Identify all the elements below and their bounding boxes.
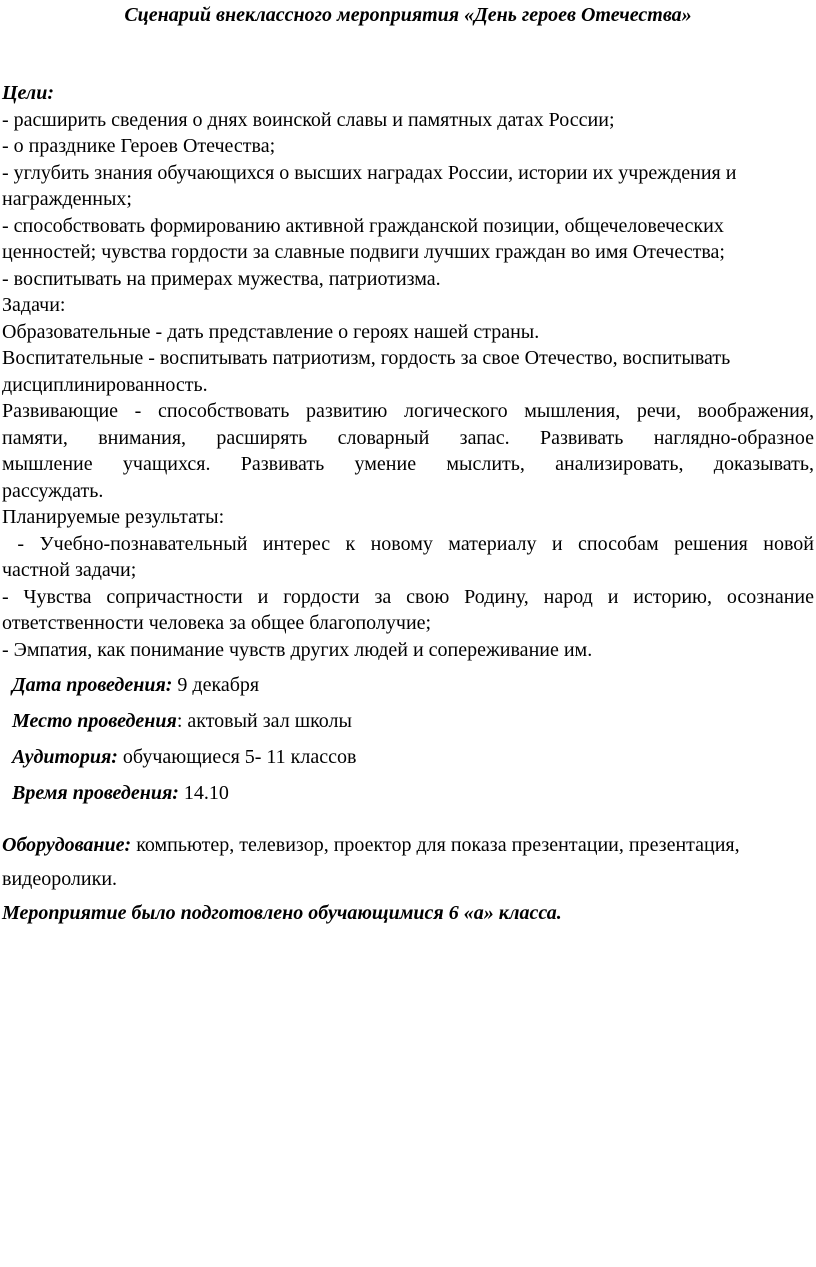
equipment-section — [2, 828, 814, 896]
equipment-line — [2, 828, 814, 862]
result-line: частной задачи; — [2, 559, 137, 581]
time-row — [12, 780, 802, 816]
result-line: - Эмпатия, как понимание чувств других людей и сопереживание им. — [2, 638, 593, 661]
goals-section — [2, 80, 814, 663]
time-label: Время проведения: — [12, 782, 179, 804]
task-line: Воспитательные - воспитывать патриотизм, гордость за свое Отечество, воспитывать — [2, 347, 731, 369]
task-line: дисциплинированность. — [2, 373, 208, 396]
tasks-heading: Задачи: — [2, 294, 66, 316]
goal-item: - воспитывать на примерах мужества, патриотизма. — [2, 267, 441, 290]
equipment-line-2: видеоролики. — [2, 868, 118, 890]
result-line: - Учебно-познавательный интерес к новому материалу и способам решения новой — [2, 532, 814, 555]
task-line: рассуждать. — [2, 479, 104, 502]
goal-item: - углубить знания обучающихся о высших наградах России, истории их учреждения и — [2, 161, 737, 184]
audience-value: обучающиеся 5- 11 классов — [117, 746, 357, 768]
event-details — [12, 672, 802, 816]
place-value: : актовый зал школы — [176, 710, 352, 732]
date-value: 9 декабря — [172, 674, 260, 696]
audience-row — [12, 744, 802, 780]
task-line: памяти, внимания, расширять словарный запас. Развивать наглядно-образное — [2, 426, 814, 449]
equipment-label: Оборудование: — [2, 834, 132, 856]
prepared-by: Мероприятие было подготовлено обучающимися 6 «а» класса. — [2, 902, 562, 924]
date-label: Дата проведения: — [12, 674, 173, 696]
goal-item: - способствовать формированию активной гражданской позиции, общечеловеческих — [2, 214, 724, 237]
task-line: мышление учащихся. Развивать умение мыслить, анализировать, доказывать, — [2, 453, 814, 475]
goal-item: ценностей; чувства гордости за славные подвиги лучших граждан во имя Отечества; — [2, 241, 725, 263]
result-line: ответственности человека за общее благополучие; — [2, 612, 432, 634]
task-line: Образовательные - дать представление о героях нашей страны. — [2, 320, 540, 343]
results-heading: Планируемые результаты: — [2, 506, 225, 528]
equipment-value: компьютер, телевизор, проектор для показа презентации, презентация, — [131, 834, 740, 856]
time-value: 14.10 — [178, 782, 229, 804]
goals-heading: Цели: — [2, 82, 54, 104]
document-title: Сценарий внеклассного мероприятия «День героев Отечества» — [124, 4, 692, 26]
result-line: - Чувства сопричастности и гордости за свою Родину, народ и историю, осознание — [2, 585, 814, 608]
goal-item: награжденных; — [2, 188, 132, 210]
date-row — [12, 672, 802, 708]
task-line: Развивающие - способствовать развитию логического мышления, речи, воображения, — [2, 400, 814, 422]
place-label: Место проведения — [12, 710, 177, 732]
audience-label: Аудитория: — [12, 746, 118, 768]
goal-item: - о празднике Героев Отечества; — [2, 135, 276, 157]
goal-item: - расширить сведения о днях воинской славы и памятных датах России; — [2, 108, 615, 131]
place-row — [12, 708, 802, 744]
